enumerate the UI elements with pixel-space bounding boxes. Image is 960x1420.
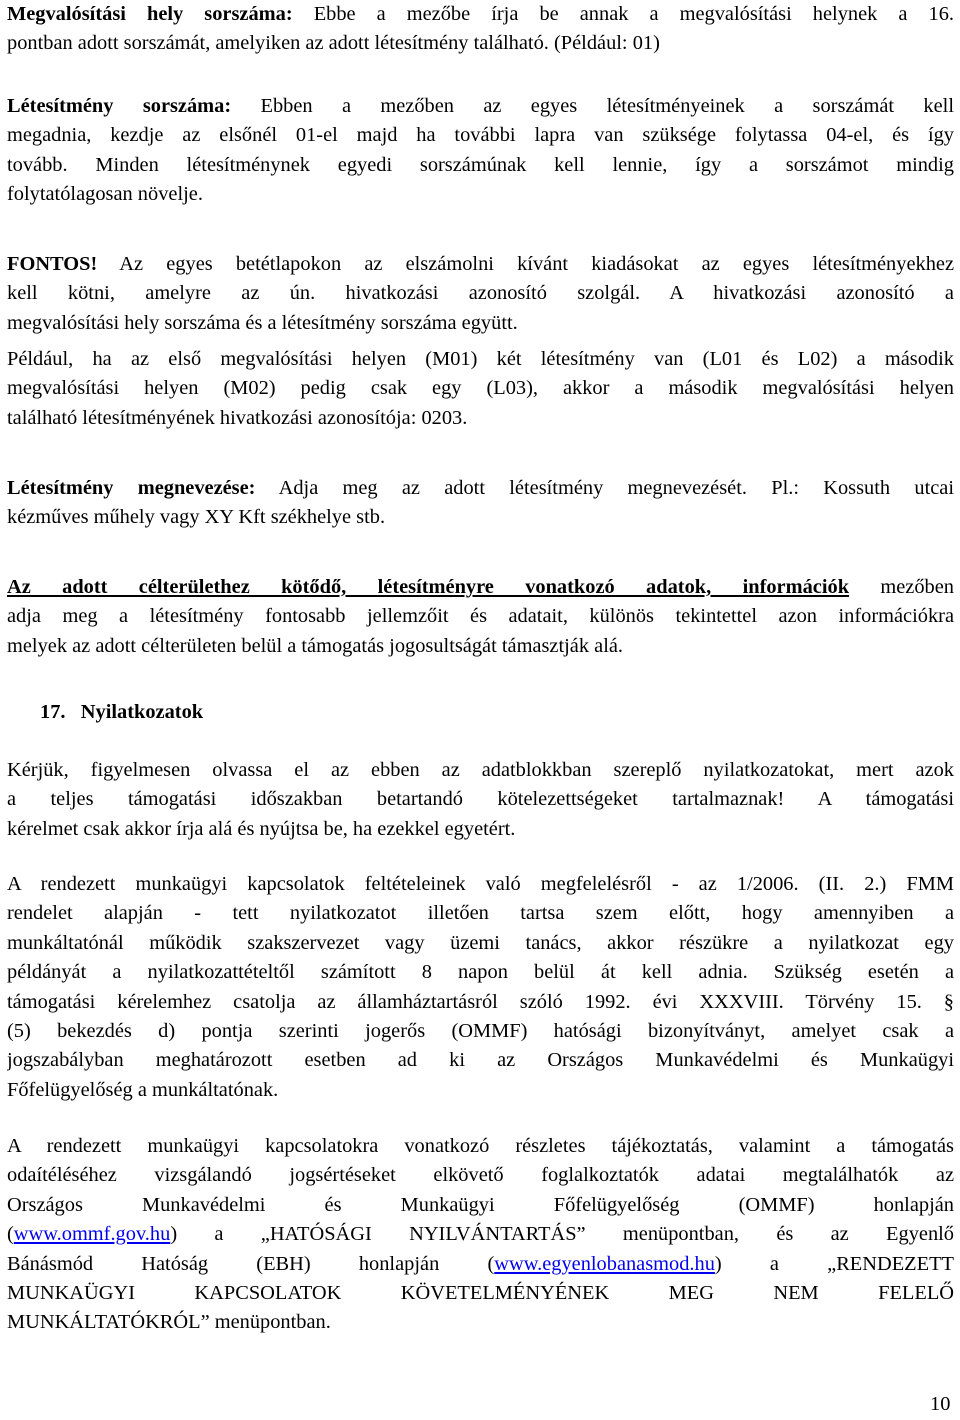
text-span: ( [7, 1223, 14, 1246]
text-line: megvalósítási hely sorszáma és a létesítmény sorszáma együtt. [7, 311, 518, 334]
text-line: pontban adott sorszámát, amelyiken az adott létesítmény található. (Például: 01) [7, 32, 660, 55]
text-line: támogatási kérelemhez csatolja az államháztartásról szóló 1992. évi XXXVIII. Törvény 15. § [7, 990, 954, 1013]
paragraph-example [7, 345, 954, 433]
text-line: kell kötni, amelyre az ún. hivatkozási azonosító szolgál. A hivatkozási azonosító a [7, 282, 954, 305]
text-line: található létesítményének hivatkozási azonosítója: 0203. [7, 406, 468, 429]
text-line: (5) bekezdés d) pontja szerinti jogerős (OMMF) hatósági bizonyítványt, amelyet csak a [7, 1019, 954, 1042]
text-line [7, 1250, 954, 1279]
text-line: A rendezett munkaügyi kapcsolatokra vonatkozó részletes tájékoztatás, valamint a támogatás [7, 1135, 954, 1157]
text-line [7, 250, 954, 279]
term-label: FONTOS! [7, 253, 98, 275]
ebh-link[interactable]: www.egyenlobanasmod.hu [494, 1252, 715, 1275]
text-span: Az egyes betétlapokon az elszámolni kívánt kiadásokat az egyes létesítményekhez [97, 253, 954, 275]
term-label: Megvalósítási hely sorszáma: [7, 3, 293, 25]
paragraph-declarations-intro [7, 756, 954, 844]
text-line: megadnia, kezdje az elsőnél 01-el majd ha további lapra van szüksége folytassa 04-el, és így [7, 124, 954, 147]
text-line: megvalósítási helyen (M02) pedig csak egy (L03), akkor a második megvalósítási helyen [7, 377, 954, 400]
text-span: Bánásmód Hatóság (EBH) honlapján ( [7, 1252, 495, 1275]
text-line: Főfelügyelőség a munkáltatónak. [7, 1078, 279, 1101]
paragraph-facility-number [7, 92, 954, 210]
text-line: kérelmet csak akkor írja alá és nyújtsa be, ha ezekkel egyetért. [7, 817, 516, 840]
text-line: folytatólagosan növelje. [7, 183, 203, 206]
text-line: MUNKÁLTATÓKRÓL” menüpontban. [7, 1311, 331, 1334]
section-heading: 17. Nyilatkozatok [40, 701, 204, 723]
text-span: ) a „RENDEZETT [714, 1252, 954, 1275]
text-line: kézműves műhely vagy XY Kft székhelye stb. [7, 506, 386, 529]
text-line [7, 92, 954, 121]
text-line: A rendezett munkaügyi kapcsolatok feltételeinek való megfelelésről - az 1/2006. (II. 2.) FMM [7, 873, 954, 895]
text-line: rendelet alapján - tett nyilatkozatot illetően tartsa szem előtt, hogy amennyiben a [7, 902, 954, 925]
paragraph-important [7, 250, 954, 338]
term-label: Létesítmény sorszáma: [7, 95, 232, 117]
text-span: ) a „HATÓSÁGI NYILVÁNTARTÁS” menüpontban, és az Egyenlő [170, 1223, 954, 1246]
text-line: Országos Munkavédelmi és Munkaügyi Főfelügyelőség (OMMF) honlapján [7, 1193, 954, 1216]
text-line [7, 0, 954, 29]
text-line: Kérjük, figyelmesen olvassa el az ebben az adatblokkban szereplő nyilatkozatokat, mert azok [7, 759, 954, 781]
paragraph-target-area-data [7, 573, 954, 661]
text-span: mezőben [849, 576, 954, 598]
text-line: munkáltatónál működik szakszervezet vagy üzemi tanács, akkor részükre a nyilatkozat egy [7, 931, 954, 954]
text-span: Ebbe a mezőbe írja be annak a megvalósítási helynek a 16. [292, 3, 954, 25]
text-line [7, 474, 954, 503]
text-line: adja meg a létesítmény fontosabb jellemzőit és adatait, különös tekintettel azon információkra [7, 605, 954, 628]
text-line: jogszabályban meghatározott esetben ad ki az Országos Munkavédelmi és Munkaügyi [7, 1049, 954, 1072]
text-span: Adja meg az adott létesítmény megnevezését. Pl.: Kossuth utcai [255, 477, 954, 499]
text-line: MUNKAÜGYI KAPCSOLATOK KÖVETELMÉNYÉNEK MEG NEM FELELŐ [7, 1281, 954, 1304]
paragraph-detailed-info [7, 1132, 954, 1338]
text-line [7, 1220, 954, 1249]
term-label: Létesítmény megnevezése: [7, 477, 256, 499]
text-line: Például, ha az első megvalósítási helyen (M01) két létesítmény van (L01 és L02) a második [7, 348, 954, 370]
text-line: a teljes támogatási időszakban betartandó kötelezettségeket tartalmaznak! A támogatási [7, 788, 954, 811]
paragraph-labour-relations [7, 870, 954, 1105]
paragraph-facility-name [7, 474, 954, 533]
text-line: példányát a nyilatkozattételtől számított 8 napon belül át kell adnia. Szükség esetén a [7, 961, 954, 984]
text-line: odaítéléséhez vizsgálandó jogsértéseket elkövető foglalkoztatók adatai megtalálhatók az [7, 1164, 954, 1187]
page-number: 10 [930, 1393, 951, 1415]
text-line: tovább. Minden létesítménynek egyedi sorszámúnak kell lennie, így a sorszámot mindig [7, 153, 954, 176]
ommf-link[interactable]: www.ommf.gov.hu [13, 1223, 171, 1246]
text-span: Ebben a mezőben az egyes létesítményeinek a sorszámát kell [231, 95, 954, 117]
text-line [7, 573, 954, 602]
paragraph-site-number [7, 0, 954, 59]
term-label: Az adott célterülethez kötődő, létesítményre vonatkozó adatok, információk [7, 576, 850, 598]
text-line: melyek az adott célterületen belül a támogatás jogosultságát támasztják alá. [7, 634, 624, 657]
